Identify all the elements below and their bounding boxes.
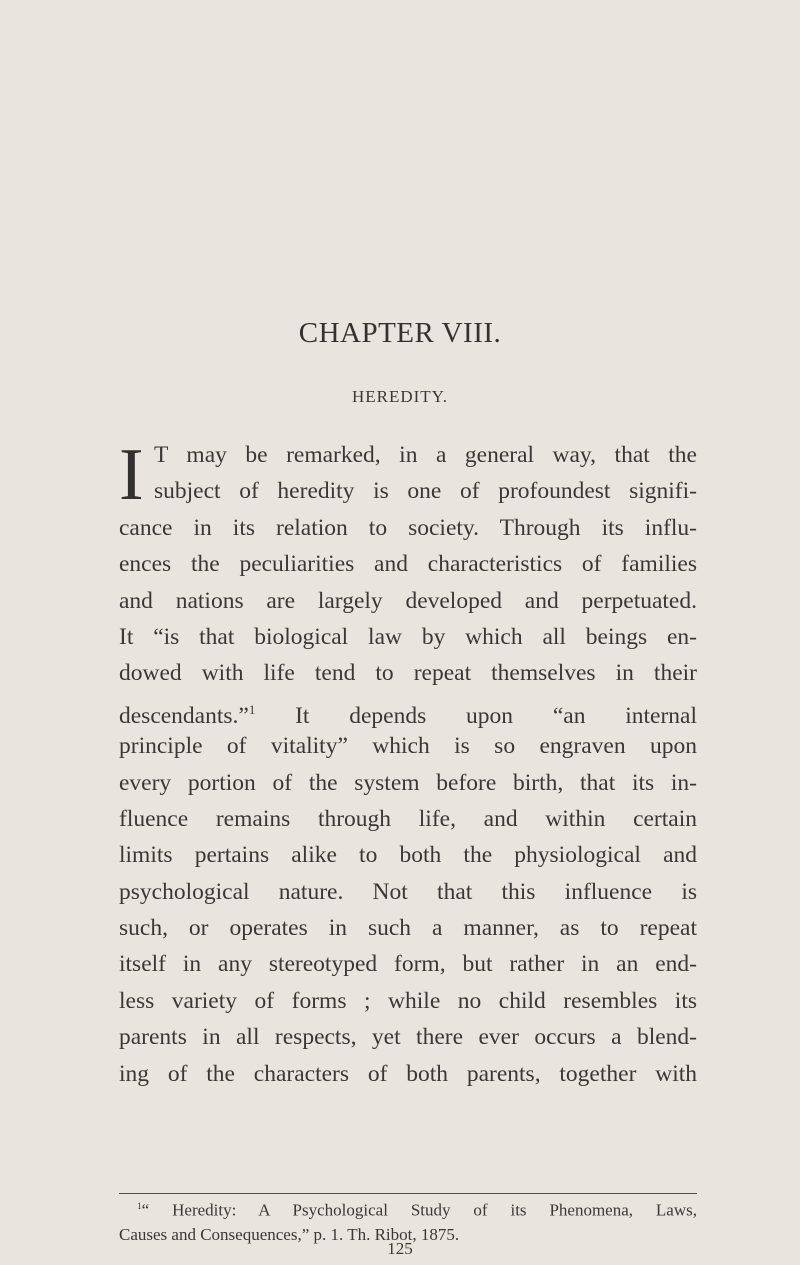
- text-line: It “is that biological law by which all beings en-: [119, 623, 697, 650]
- text-fragment: It depends upon “an internal: [295, 702, 698, 729]
- footnote-reference: 1: [248, 701, 256, 717]
- text-line: parents in all respects, yet there ever occurs a blend-: [119, 1024, 697, 1051]
- section-title: HEREDITY.: [351, 387, 449, 406]
- footnote-text: “ Heredity: A Psychological Study of its Phenomena, Laws,: [141, 1200, 697, 1220]
- text-fragment: descendants.”: [119, 702, 249, 729]
- text-line: such, or operates in such a manner, as to repeat: [119, 915, 697, 942]
- footnote-line: Causes and Consequences,” p. 1. Th. Ribot, 1875.: [119, 1224, 460, 1244]
- page-number: 125: [387, 1239, 413, 1258]
- footnote-marker: 1: [137, 1202, 142, 1212]
- chapter-title: CHAPTER VIII.: [298, 317, 502, 349]
- text-line: ing of the characters of both parents, together with: [119, 1060, 697, 1087]
- text-line: and nations are largely developed and perpetuated.: [119, 587, 697, 614]
- text-line: itself in any stereotyped form, but rather in an end-: [119, 951, 697, 978]
- drop-cap: I: [119, 434, 144, 516]
- text-line: T may be remarked, in a general way, that the: [154, 442, 697, 468]
- body-text: [119, 434, 698, 1092]
- text-line: cance in its relation to society. Through its influ-: [119, 514, 697, 541]
- text-line: every portion of the system before birth, that its in-: [119, 769, 697, 796]
- text-line: fluence remains through life, and within certain: [119, 805, 697, 832]
- footnote-line: [119, 1195, 697, 1223]
- text-line: psychological nature. Not that this influence is: [119, 878, 697, 905]
- text-line-with-footnote: [119, 692, 697, 728]
- text-line: principle of vitality” which is so engraven upon: [119, 733, 697, 760]
- text-line: dowed with life tend to repeat themselves in their: [119, 660, 697, 687]
- text-line: subject of heredity is one of profoundest signifi-: [154, 478, 697, 505]
- footnote-divider: [119, 1193, 697, 1194]
- text-line: less variety of forms ; while no child resembles its: [119, 987, 697, 1014]
- text-line: ences the peculiarities and characteristics of families: [119, 551, 697, 578]
- text-line: limits pertains alike to both the physiological and: [119, 842, 697, 869]
